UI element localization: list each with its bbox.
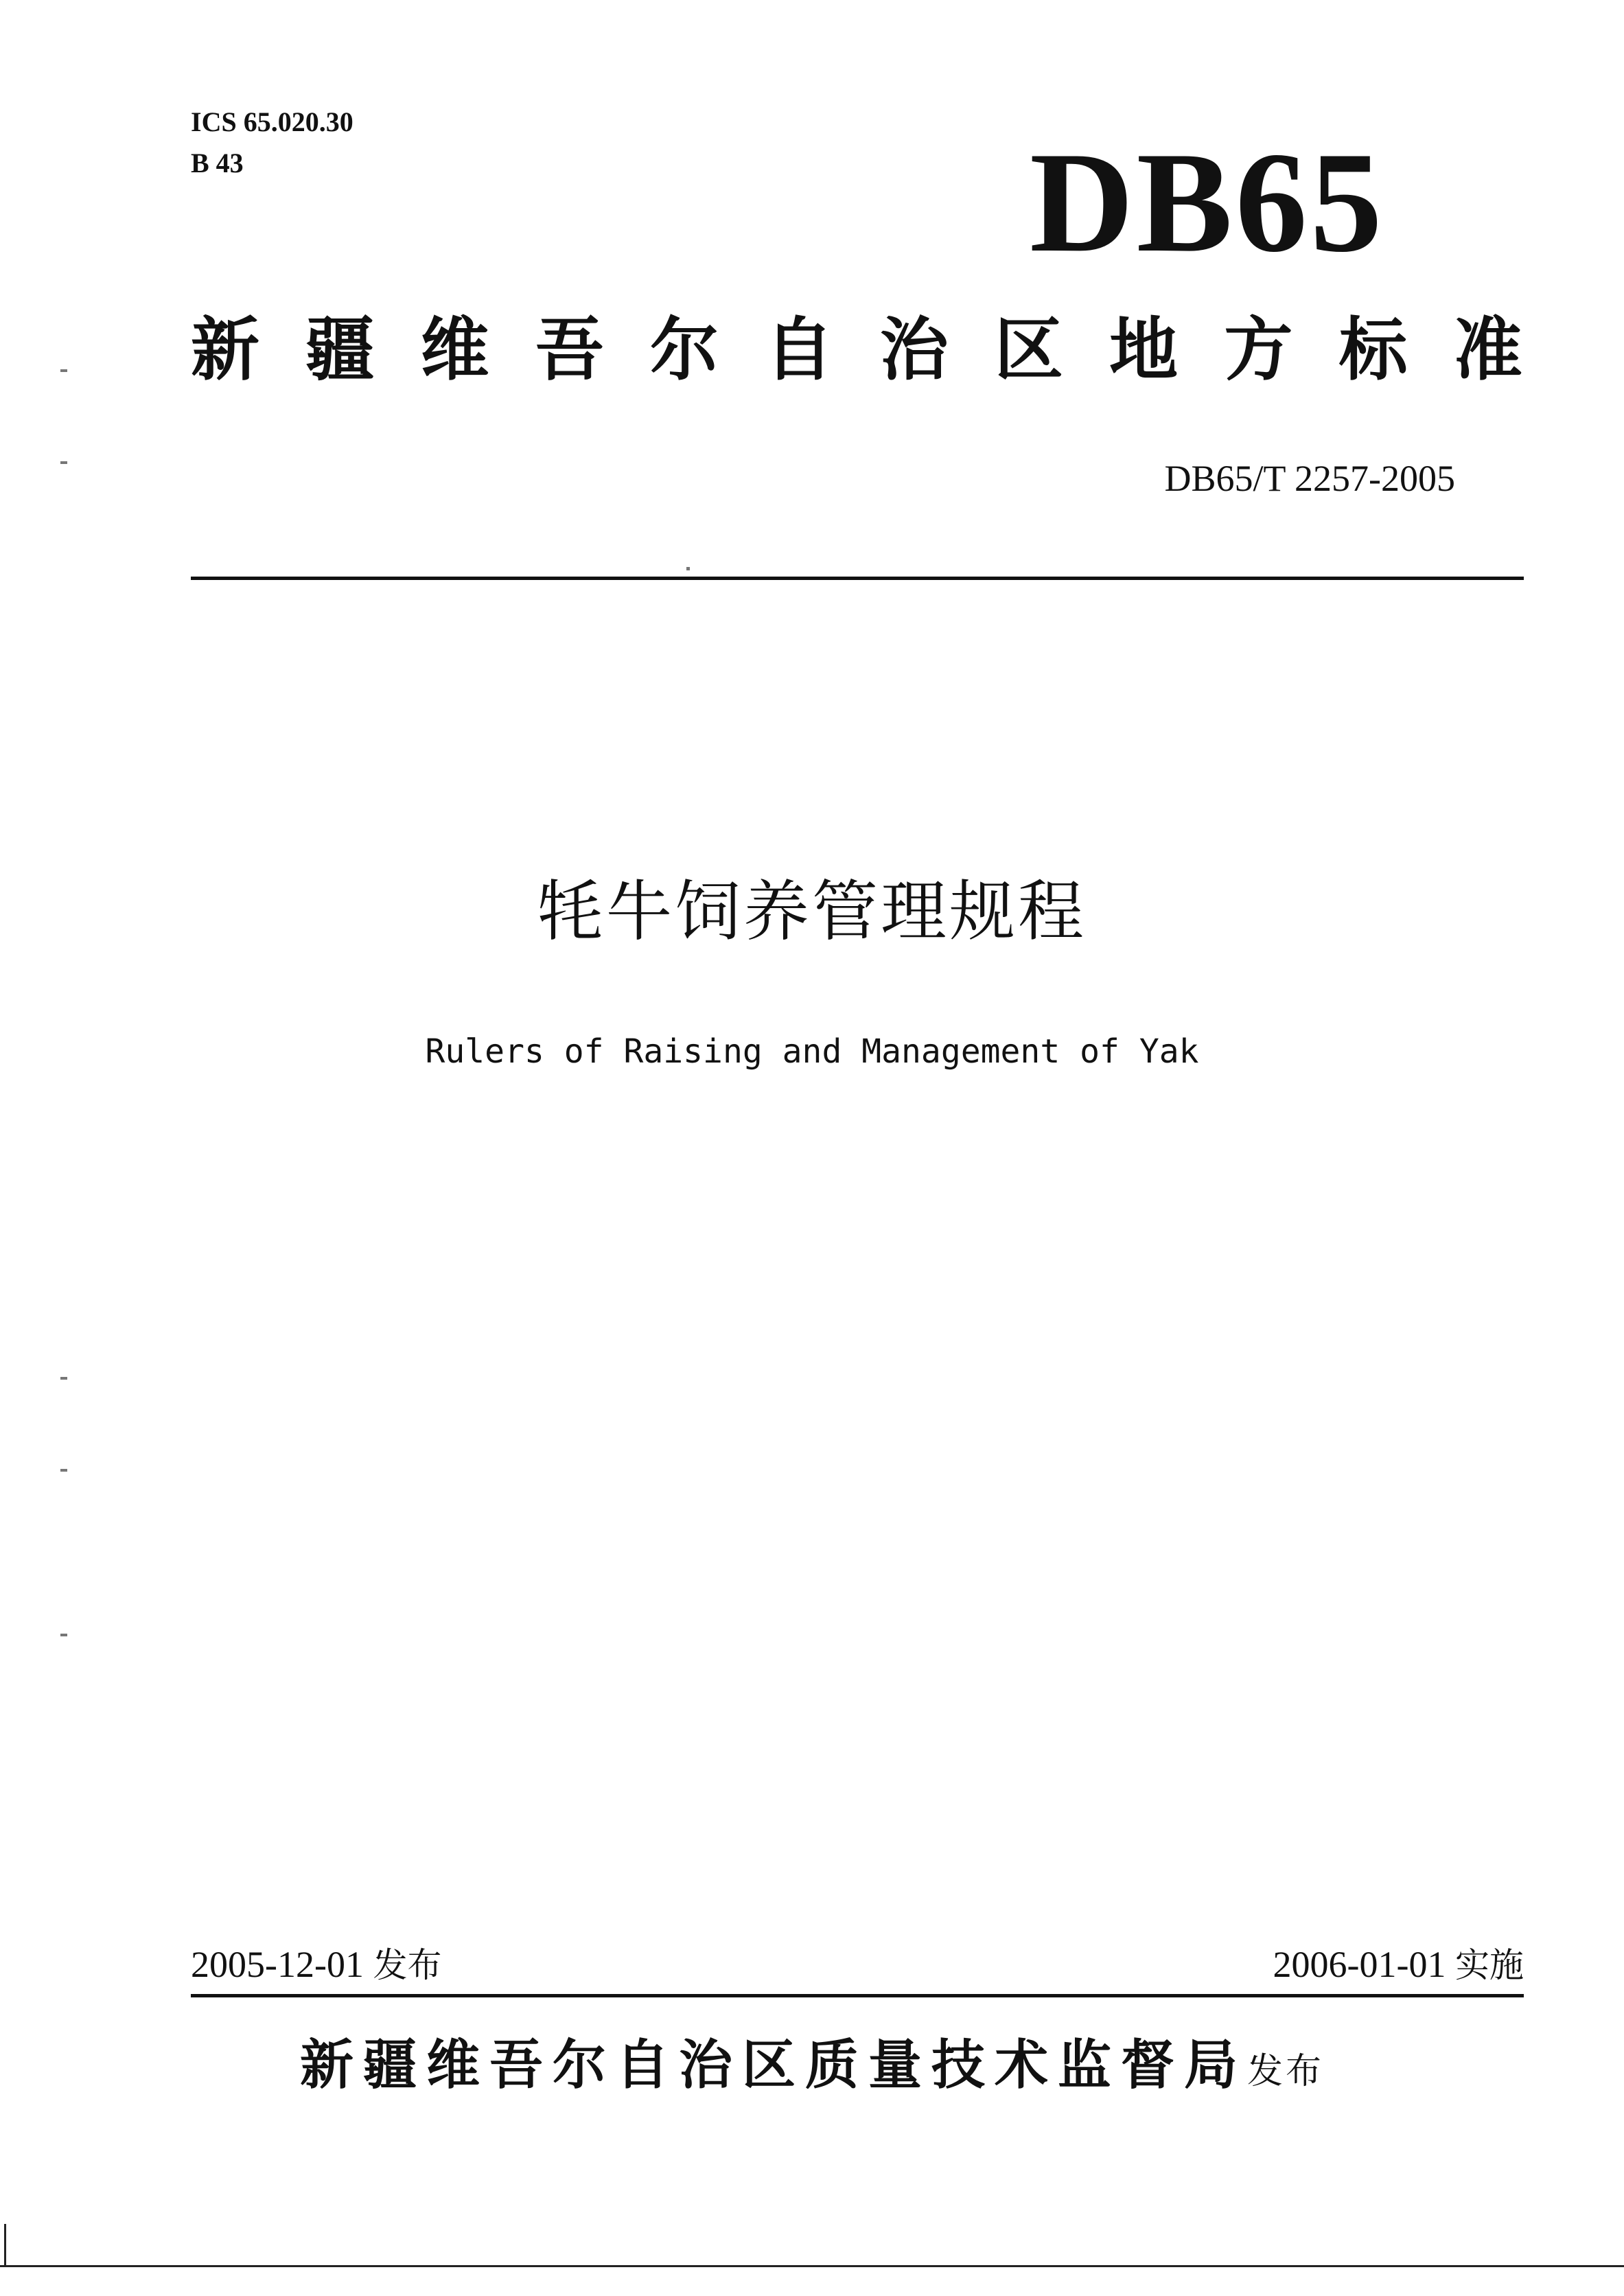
scan-speck <box>60 369 67 372</box>
document-title-english: Rulers of Raising and Management of Yak <box>425 1032 1199 1071</box>
title-char: 准 <box>1453 310 1522 390</box>
standard-category-title <box>191 310 1522 390</box>
title-char: 尔 <box>650 310 719 390</box>
classification-codes <box>191 102 353 184</box>
title-char: 维 <box>420 310 489 390</box>
title-char: 标 <box>1338 310 1408 390</box>
implement-date-label: 实施 <box>1455 1945 1524 1985</box>
title-char: 方 <box>1224 310 1293 390</box>
publish-date-value: 2005-12-01 <box>191 1944 364 1985</box>
implement-date-value: 2006-01-01 <box>1273 1944 1446 1985</box>
issuer-suffix: 发布 <box>1247 2051 1325 2092</box>
title-char: 治 <box>879 310 949 390</box>
title-char: 新 <box>191 310 259 390</box>
standard-logo: DB65 <box>1030 123 1385 282</box>
scan-edge-left <box>4 2224 6 2266</box>
title-char: 疆 <box>305 310 375 390</box>
publish-date-label: 发布 <box>373 1945 442 1985</box>
bottom-divider <box>191 1994 1524 1997</box>
issuer-name: 新疆维吾尔自治区质量技术监督局 <box>299 2034 1247 2096</box>
scan-speck <box>686 567 690 570</box>
implement-date <box>1273 1946 1524 1983</box>
title-char: 区 <box>994 310 1063 390</box>
issuing-authority <box>0 2034 1624 2096</box>
top-divider <box>191 577 1524 580</box>
scan-speck <box>60 1469 67 1472</box>
publish-date <box>191 1946 441 1983</box>
scan-edge-bottom <box>0 2265 1624 2267</box>
title-char: 吾 <box>535 310 604 390</box>
ics-code: ICS 65.020.30 <box>191 106 353 137</box>
title-char: 自 <box>765 310 834 390</box>
scan-speck <box>60 461 67 464</box>
date-row <box>191 1946 1524 1983</box>
scan-speck <box>60 1377 67 1380</box>
document-title-chinese: 牦牛饲养管理规程 <box>537 873 1087 950</box>
scan-speck <box>60 1634 67 1636</box>
ccs-code: B 43 <box>191 148 244 178</box>
title-char: 地 <box>1109 310 1179 390</box>
standard-number: DB65/T 2257-2005 <box>1164 458 1455 499</box>
